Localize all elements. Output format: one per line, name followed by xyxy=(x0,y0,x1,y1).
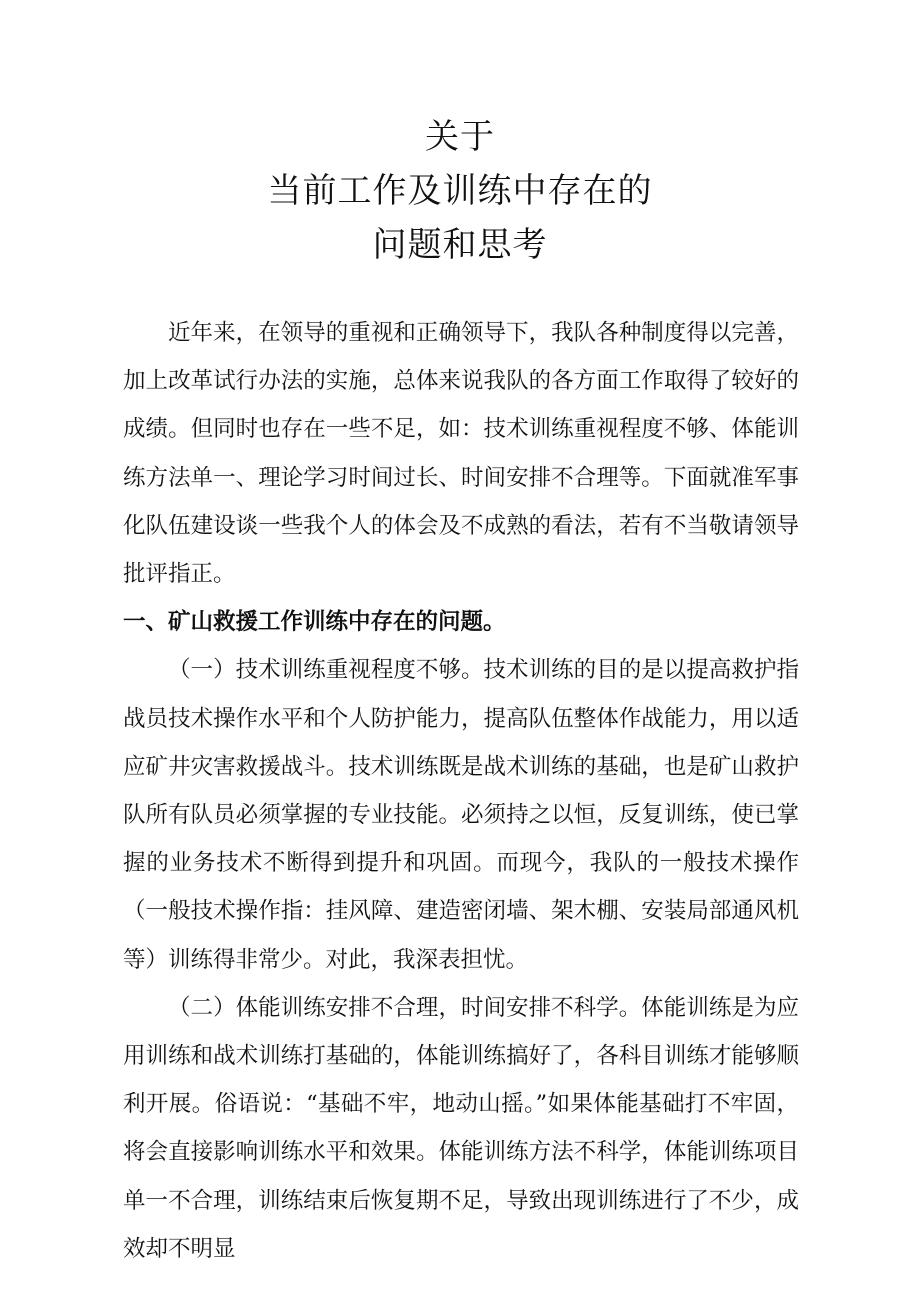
title-line-3: 问题和思考 xyxy=(372,225,548,265)
document-title xyxy=(0,110,920,272)
title-line-2: 当前工作及训练中存在的 xyxy=(267,171,653,211)
section-paragraph-2: （二）体能训练安排不合理，时间安排不科学。体能训练是为应用训练和战术训练打基础的，体能训练搞好了，各科目训练才能够顺利开展。俗语说：“基础不牢，地动山摇。”如果体能基础打不牢固，将会直接影响训练水平和效果。体能训练方法不科学，体能训练项目单一不合理，训练结束后恢复期不足，导致出现训练进行了不少，成效却不明显 xyxy=(123,994,799,1262)
title-line-1: 关于 xyxy=(425,117,495,157)
section-paragraph-1: （一）技术训练重视程度不够。技术训练的目的是以提高救护指战员技术操作水平和个人防护能力，提高队伍整体作战能力，用以适应矿井灾害救援战斗。技术训练既是战术训练的基础，也是矿山救护队所有队员必须掌握的专业技能。必须持之以恒，反复训练，使已掌握的业务技术不断得到提升和巩固。而现今，我队的一般技术操作（一般技术操作指：挂风障、建造密闭墙、架木棚、安装局部通风机等）训练得非常少。对此，我深表担忧。 xyxy=(123,657,799,973)
intro-paragraph: 近年来，在领导的重视和正确领导下，我队各种制度得以完善，加上改革试行办法的实施，总体来说我队的各方面工作取得了较好的成绩。但同时也存在一些不足，如：技术训练重视程度不够、体能训练方法单一、理论学习时间过长、时间安排不合理等。下面就准军事化队伍建设谈一些我个人的体会及不成熟的看法，若有不当敬请领导批评指正。 xyxy=(123,320,799,588)
section-heading: 一、矿山救援工作训练中存在的问题。 xyxy=(123,609,506,636)
document-body xyxy=(123,309,799,1273)
